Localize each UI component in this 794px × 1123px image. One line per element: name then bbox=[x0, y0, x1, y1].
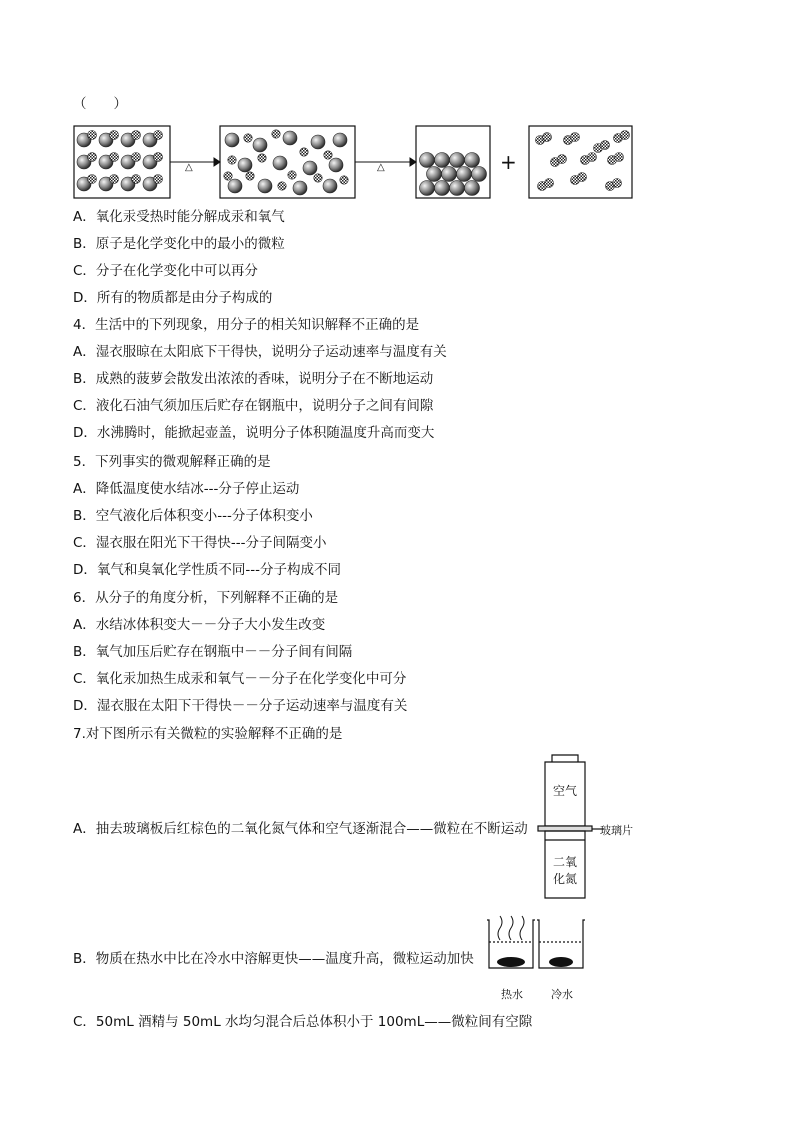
q6-stem: 6．从分子的角度分析，下列解释不正确的是 bbox=[73, 590, 339, 606]
heat-mark-2: △ bbox=[377, 162, 385, 173]
plus-sign: + bbox=[500, 150, 517, 174]
q5-option-a: A．降低温度使水结冰---分子停止运动 bbox=[73, 481, 300, 497]
q7-option-a: A．抽去玻璃板后红棕色的二氧化氮气体和空气逐渐混合——微粒在不断运动 bbox=[73, 821, 528, 837]
q6-option-c: C．氧化汞加热生成汞和氧气－－分子在化学变化中可分 bbox=[73, 671, 407, 687]
q5-option-b: B．空气液化后体积变小---分子体积变小 bbox=[73, 508, 313, 524]
q4-option-d: D．水沸腾时，能掀起壶盖，说明分子体积随温度升高而变大 bbox=[73, 425, 435, 441]
q7-stem: 7.对下图所示有关微粒的实验解释不正确的是 bbox=[73, 726, 343, 742]
cold-solute bbox=[549, 957, 573, 967]
jar-label-no2-line1: 二氧 bbox=[553, 855, 578, 869]
beaker-label-hot: 热水 bbox=[501, 988, 523, 1001]
q6-option-b: B．氧气加压后贮存在钢瓶中－－分子间有间隔 bbox=[73, 644, 353, 660]
q3-option-a: A．氧化汞受热时能分解成汞和氧气 bbox=[73, 209, 285, 225]
q6-option-d: D．湿衣服在太阳下干得快－－分子运动速率与温度有关 bbox=[73, 698, 408, 714]
q5-option-d: D．氧气和臭氧化学性质不同---分子构成不同 bbox=[73, 562, 342, 578]
beaker-label-cold: 冷水 bbox=[551, 988, 573, 1001]
q7-option-c: C．50mL 酒精与 50mL 水均匀混合后总体积小于 100mL——微粒间有空隙 bbox=[73, 1014, 533, 1030]
heat-mark-1: △ bbox=[185, 162, 193, 173]
q3-option-b: B．原子是化学变化中的最小的微粒 bbox=[73, 236, 285, 252]
q6-option-a: A．水结冰体积变大－－分子大小发生改变 bbox=[73, 617, 326, 633]
jar-label-air: 空气 bbox=[553, 784, 578, 798]
q3-option-d: D．所有的物质都是由分子构成的 bbox=[73, 290, 273, 306]
q4-option-b: B．成熟的菠萝会散发出浓浓的香味，说明分子在不断地运动 bbox=[73, 371, 434, 387]
q5-stem: 5．下列事实的微观解释正确的是 bbox=[73, 454, 271, 470]
hot-solute bbox=[497, 957, 525, 967]
q4-option-c: C．液化石油气须加压后贮存在钢瓶中，说明分子之间有间隙 bbox=[73, 398, 434, 414]
q4-option-a: A．湿衣服晾在太阳底下干得快，说明分子运动速率与温度有关 bbox=[73, 344, 447, 360]
q7-option-b: B．物质在热水中比在冷水中溶解更快——温度升高，微粒运动加快 bbox=[73, 951, 474, 967]
jar-label-glass: 玻璃片 bbox=[600, 824, 633, 837]
q3-option-c: C．分子在化学变化中可以再分 bbox=[73, 263, 258, 279]
q5-option-c: C．湿衣服在阳光下干得快---分子间隔变小 bbox=[73, 535, 327, 551]
q4-stem: 4．生活中的下列现象，用分子的相关知识解释不正确的是 bbox=[73, 317, 420, 333]
steam bbox=[498, 916, 524, 940]
jar-label-no2-line2: 化氮 bbox=[553, 872, 578, 886]
answer-bracket: （ ） bbox=[73, 96, 127, 112]
